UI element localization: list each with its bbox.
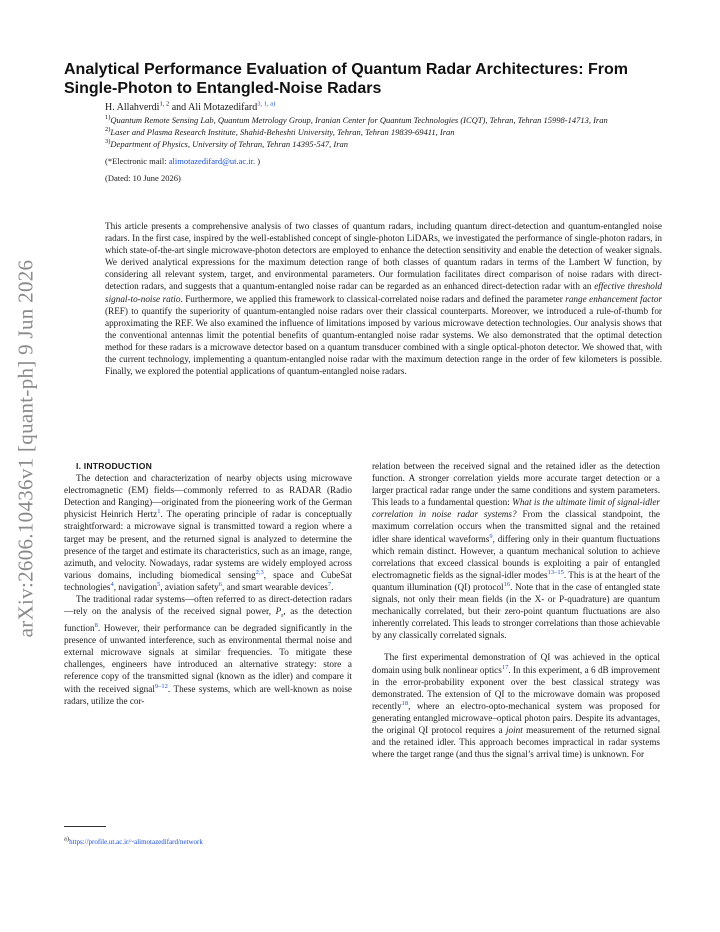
paper-title: Analytical Performance Evaluation of Quantum Radar Architectures: From Single-Photon to Entangled-Noise Radars xyxy=(64,61,628,97)
citation[interactable]: 17 xyxy=(501,663,509,671)
paragraph-text: The detection and characterization of nearby objects using microwave electromagnetic (EM) fields—commonly referred to as RADAR (Radio Detection and Ranging)—originated from the pioneering work of the German physicist Heinrich Hertz xyxy=(64,473,352,520)
author-line xyxy=(105,102,664,114)
paragraph-text: From the classical standpoint, the maximum correlation occurs when the transmitted signal and the retained idler share identical waveforms xyxy=(372,509,661,544)
citation[interactable]: 5 xyxy=(157,580,161,588)
paragraph xyxy=(372,651,660,760)
arxiv-identifier: arXiv:2606.10436v1 [quant-ph] 9 Jun 2026 xyxy=(13,259,38,637)
affiliation-text: Laser and Plasma Research Institute, Shahid-Beheshti University, Tehran, Tehran 19839-69411, Iran xyxy=(110,127,455,137)
author-name: Ali Motazedifard xyxy=(188,102,258,113)
email-line xyxy=(105,156,664,167)
footnote-rule xyxy=(64,826,106,827)
affiliation xyxy=(105,127,650,138)
abstract-text: (REF) to quantify the superiority of quantum-entangled noise radars over their classical counterparts. Moreover, we introduced a rule-of-thumb for approximating the REF. We also examined the influence of limitations imposed by various microwave detection technologies. Our analysis shows that the conventional antennas limit the potential benefits of quantum-entangled noise radar systems. We also demonstrated that the optimal detection method for these radars is a microwave detector based on a quantum transducer combined with a single optical-photon detector. We showed that, with the current technology, implementing a quantum-entangled noise radar with the maximum detection range in the order of few kilometers is possible. Finally, we explored the potential applications of quantum-entangled noise radars. xyxy=(105,305,662,377)
author-name: H. Allahverdi xyxy=(105,102,160,113)
math-subscript: r xyxy=(281,611,284,619)
abstract-emphasis: range enhancement factor xyxy=(565,293,662,304)
paragraph-text: The first experimental demonstration of QI was achieved in the optical domain using bulk nonlinear optics xyxy=(372,652,660,675)
abstract-emphasis: effective threshold signal-to-noise ratio xyxy=(105,281,663,304)
paragraph-text: , navigation xyxy=(113,581,158,592)
paragraph xyxy=(64,472,352,593)
paragraph-text: . However, their performance can be degraded significantly in the presence of unwanted interference, such as environmental thermal noise and external microwave signals at similar frequencies. To mitigate these challenges, engineers have introduced an alternative strategy: store a reference copy of the transmitted signal (known as the idler) and compare it with the received signal xyxy=(64,623,352,694)
affiliation xyxy=(105,139,650,150)
citation[interactable]: 16 xyxy=(503,580,511,588)
footnote-url[interactable]: https://profile.ut.ac.ir/~alimotazedifard/network xyxy=(69,838,203,846)
affiliation-number: 1) xyxy=(105,114,111,122)
citation[interactable]: 9–12 xyxy=(154,682,168,690)
emphasis-text: joint xyxy=(505,724,523,735)
paragraph-text: , differing only in their quantum fluctuations which remain distinct. However, a quantum mechanical solution to achieve correlations that exceed classical bounds is exploiting a pair of entangled electromagnetic fields as the signal-idler modes xyxy=(372,533,660,580)
paragraph-text: relation between the received signal and the retained idler as the detection function. A stronger correlation yields more accurate target detection or a larger practical radar range under the same conditions and system parameters. This leads to a fundamental question: xyxy=(372,461,660,508)
citation[interactable]: 9 xyxy=(489,532,493,540)
paragraph-text: . This is at the heart of the quantum illumination (QI) protocol xyxy=(372,569,660,592)
footnote xyxy=(64,835,203,846)
paragraph-text: . Note that in the case of entangled state signals, not only their mean fields (in the X- or P-quadrature) are quantum mechanically correlated, but their zero-point quantum fluctuations are also inherently correlated. This leads to stronger correlations than those achievable by any classically correlated signals. xyxy=(372,581,660,641)
math-symbol: P xyxy=(275,606,282,617)
paragraph-text: . xyxy=(331,581,334,592)
email-prefix: (*Electronic mail: xyxy=(105,156,167,166)
email-suffix: ) xyxy=(257,156,261,166)
paragraph-text: . The operating principle of radar is conceptually straightforward: a microwave signal is transmitted toward a region where a target may be present, and the returned signal is analyzed to determine the presence of the target and estimate its characteristics, such as an image, range, azimuth, and velocity. Nowadays, radar systems are widely employed across various domains, including biomedical sensing xyxy=(64,509,353,580)
paragraph-gap xyxy=(372,641,660,651)
affiliation xyxy=(105,115,650,126)
abstract xyxy=(105,220,662,377)
affiliation-text: Quantum Remote Sensing Lab, Quantum Metrology Group, Iranian Center for Quantum Technologies (ICQT), Tehran, Tehran 15998-14713, Iran xyxy=(110,115,608,125)
dated-line: (Dated: 10 June 2026) xyxy=(105,173,181,183)
author-conjunction: and xyxy=(171,102,187,113)
author-affiliation-mark[interactable]: 3, 1, a) xyxy=(257,100,276,108)
affiliation-number: 2) xyxy=(105,126,111,134)
arxiv-sidebar xyxy=(6,228,46,668)
left-column xyxy=(64,460,352,707)
citation[interactable]: 18 xyxy=(401,699,409,707)
paragraph-text: , space and CubeSat technologies xyxy=(64,569,352,592)
citation[interactable]: 2,3 xyxy=(255,568,264,576)
paragraph xyxy=(372,460,660,641)
citation[interactable]: 7 xyxy=(327,580,332,588)
paragraph-text: , where an electro-opto-mechanical system was proposed for generating entangled microwave–optical photon pairs. Despite its advantages, the original QI protocol requires a xyxy=(372,700,660,735)
paragraph-text: The traditional radar systems—often referred to as direct-detection radars—rely on the analysis of the received signal power, xyxy=(64,594,352,617)
emphasis-text: What is the ultimate limit of signal-idler correlation in noise radar systems? xyxy=(372,497,661,520)
footnote-mark: a) xyxy=(64,835,70,843)
right-column xyxy=(372,460,660,760)
citation[interactable]: 13–15 xyxy=(547,568,564,576)
paper-header xyxy=(64,60,664,184)
abstract-text: This article presents a comprehensive analysis of two classes of quantum radars, including quantum direct-detection and quantum-entangled noise radars. In the first case, inspired by the well-established concept of single-photon LiDARs, we investigated the performance of single-photon radars, in which state-of-the-art single microwave-photon detectors are employed to enhance the detection sensitivity and enable the detection of weaker signals. We derived analytical expressions for the maximum detection range of both classes of quantum radars in terms of the Lambert W function, by considering all relevant system, target, and environmental parameters. Our formulation facilitates direct comparison of noise radars with direct-detection radars, and suggests that a quantum-entangled noise radar can be regarded as an enhanced direct-detection radar with an xyxy=(105,221,662,292)
section-heading: I. INTRODUCTION xyxy=(76,461,153,471)
citation[interactable]: 6 xyxy=(218,580,223,588)
abstract-text: . Furthermore, we applied this framework to classical-correlated noise radars and defined the parameter xyxy=(180,293,563,304)
citation[interactable]: 4 xyxy=(110,580,114,588)
paragraph-text: . These systems, which are well-known as noise radars, utilize the cor- xyxy=(64,683,352,706)
email-link[interactable]: alimotazedifard@ut.ac.ir. xyxy=(168,156,256,166)
author-affiliation-mark: 1, 2 xyxy=(159,100,170,108)
paragraph-text: measurement of the returned signal and the retained idler. This approach becomes impractical in radar systems where the target range (and thus the signal’s arrival time) is unknown. For xyxy=(372,724,660,760)
affiliation-number: 3) xyxy=(105,138,111,146)
paragraph-text: , as the detection function xyxy=(64,606,352,634)
paragraph-text: . In this experiment, a 6 dB improvement in the error-probability exponent over the best classical strategy was demonstrated. The extension of QI to the microwave domain was proposed recently xyxy=(372,664,660,711)
citation[interactable]: 8 xyxy=(94,621,98,629)
paragraph-text: , aviation safety xyxy=(160,581,219,592)
paragraph xyxy=(64,593,352,707)
citation[interactable]: 1 xyxy=(157,508,161,516)
affiliation-text: Department of Physics, University of Tehran, Tehran 14395-547, Iran xyxy=(110,139,349,149)
paragraph-text: , and smart wearable devices xyxy=(222,581,328,592)
